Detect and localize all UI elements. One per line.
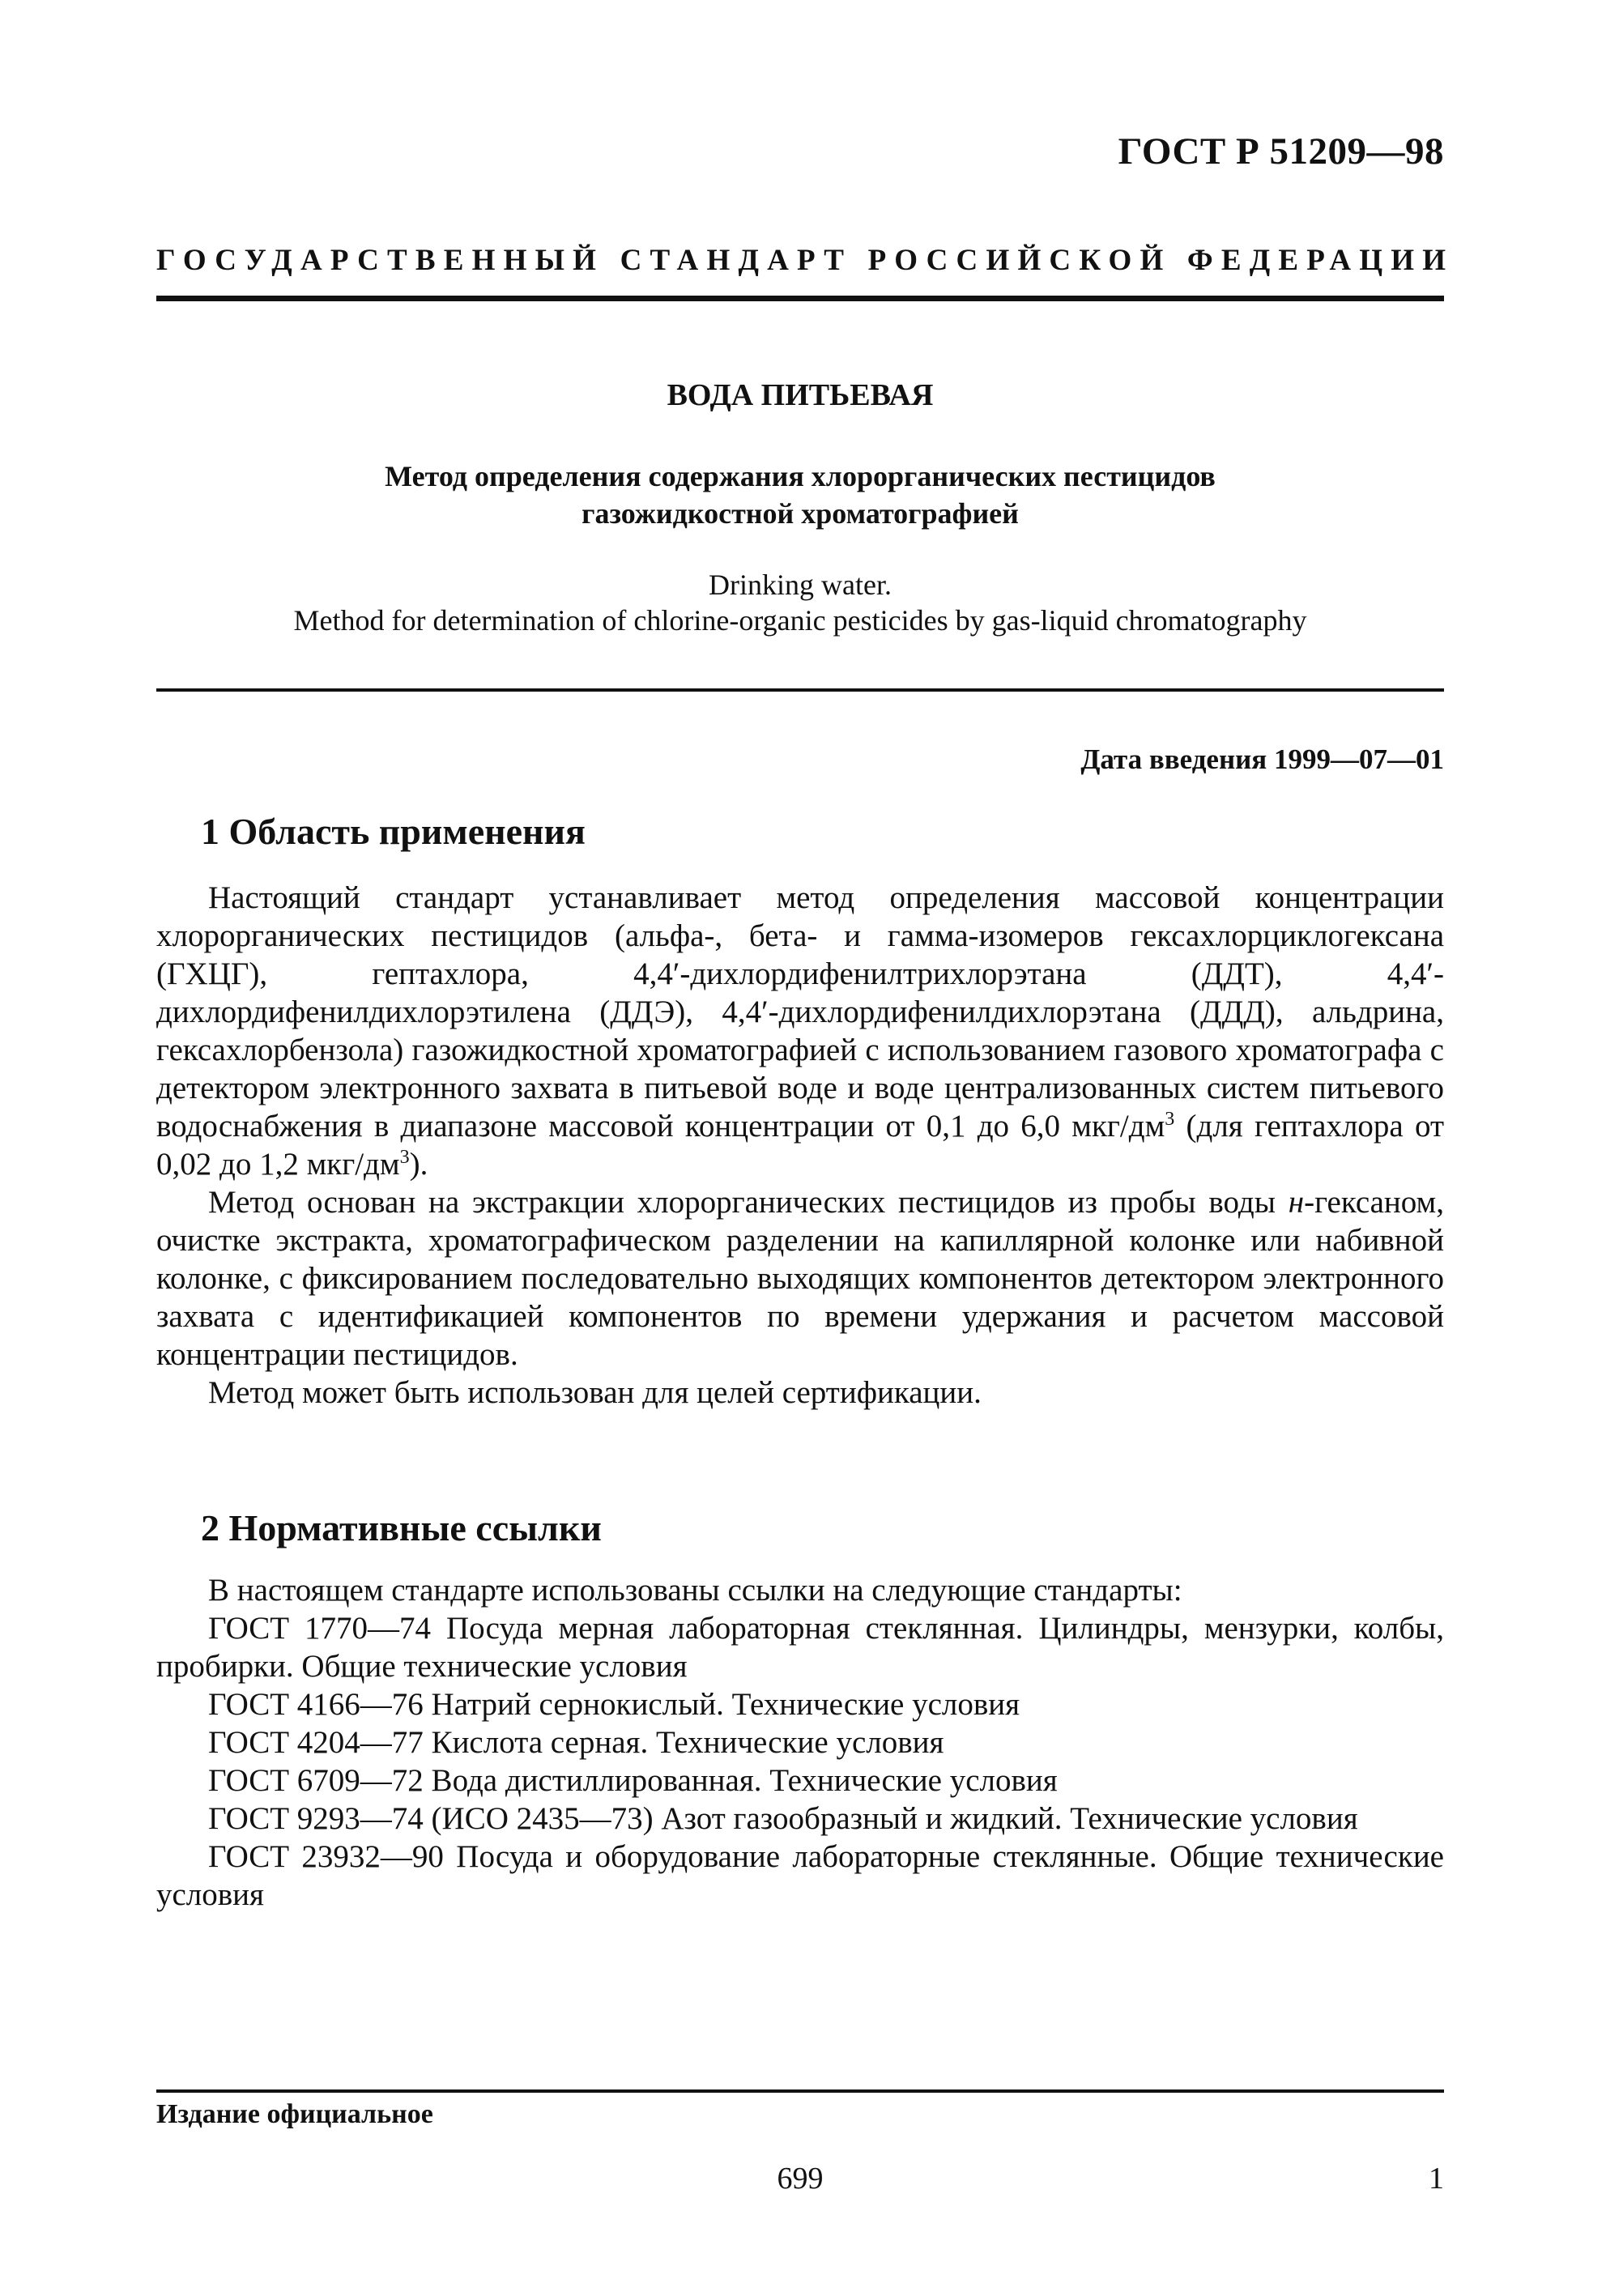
english-title-line-2: Method for determination of chlorine-organic pesticides by gas-liquid chromatography [293, 604, 1307, 637]
subtitle-line-1: Метод определения содержания хлорорганических пестицидов [385, 460, 1216, 492]
section-1-paragraph-3: Метод может быть использован для целей сертификации. [208, 1375, 982, 1410]
subtitle-line-2: газожидкостной хроматографией [581, 497, 1019, 530]
footer-rule [156, 2089, 1444, 2093]
superscript: 3 [399, 1147, 410, 1168]
document-title: ВОДА ПИТЬЕВАЯ [667, 378, 934, 412]
reference-item: ГОСТ 4166—76 Натрий сернокислый. Технические условия [208, 1687, 1020, 1722]
section-1-body [156, 879, 1444, 1412]
english-title-line-1: Drinking water. [709, 569, 892, 601]
title-rule [156, 688, 1444, 692]
page-number-center: 699 [777, 2162, 824, 2196]
section-2-body [156, 1571, 1444, 1914]
paragraph-text: Настоящий стандарт устанавливает метод определения массовой концентрации хлорорганических пестицидов (альфа-, бета- и гамма-изомеров гексахлорциклогексана (ГХЦГ), гептахлора, 4,4′-дихлордифенилтрихлорэтана (ДДТ), 4,4′-дихлордифенилдихлорэтилена (ДДЭ), 4,4′-дихлордифенилдихлорэтана (ДДД), альдрина, гексахлорбензола) газожидкостной хроматографией с использованием газового хроматографа с детектором электронного захвата в питьевой воде и воде централизованных систем питьевого водоснабжения в диапазоне массовой концентрации от 0,1 до 6,0 мкг/дм [156, 880, 1444, 1144]
reference-item: ГОСТ 23932—90 Посуда и оборудование лабораторные стеклянные. Общие технические условия [156, 1839, 1444, 1912]
state-standard-title: ГОСУДАРСТВЕННЫЙ СТАНДАРТ РОССИЙСКОЙ ФЕДЕРАЦИИ [156, 244, 1455, 277]
reference-item: ГОСТ 9293—74 (ИСО 2435—73) Азот газообразный и жидкий. Технические условия [208, 1801, 1358, 1836]
section-2-heading: 2 Нормативные ссылки [201, 1507, 602, 1548]
references-intro: В настоящем стандарте использованы ссылки на следующие стандарты: [208, 1573, 1182, 1608]
document-page [156, 0, 1455, 2296]
reference-item: ГОСТ 1770—74 Посуда мерная лабораторная стеклянная. Цилиндры, мензурки, колбы, пробирки. Общие технические условия [156, 1611, 1444, 1684]
italic-text: н [1288, 1185, 1305, 1220]
english-title [156, 567, 1444, 638]
section-1-paragraph-2 [156, 1183, 1444, 1374]
page-number-right: 1 [1429, 2162, 1444, 2196]
header-rule [156, 296, 1444, 301]
paragraph-text: (для гептахлора от 0,02 до 1,2 мкг/дм [156, 1109, 1444, 1182]
superscript: 3 [1165, 1109, 1175, 1130]
document-subtitle [156, 458, 1444, 532]
document-code: ГОСТ Р 51209—98 [1118, 130, 1444, 173]
paragraph-text: ). [409, 1147, 428, 1182]
edition-label: Издание официальное [156, 2099, 433, 2129]
paragraph-text: -гексаном, очистке экстракта, хроматографическом разделении на капиллярной колонке или набивной колонке, с фиксированием последовательно выходящих компонентов детектором электронного захвата с идентификацией компонентов по времени удержания и расчетом массовой концентрации пестицидов. [156, 1185, 1444, 1372]
paragraph-text: Метод основан на экстракции хлорорганических пестицидов из пробы воды [208, 1185, 1289, 1220]
section-1-paragraph-1 [156, 879, 1444, 1183]
reference-item: ГОСТ 6709—72 Вода дистиллированная. Технические условия [208, 1763, 1058, 1798]
section-1-heading: 1 Область применения [201, 811, 586, 852]
reference-item: ГОСТ 4204—77 Кислота серная. Технические условия [208, 1725, 944, 1760]
introduction-date: Дата введения 1999—07—01 [1080, 743, 1444, 775]
